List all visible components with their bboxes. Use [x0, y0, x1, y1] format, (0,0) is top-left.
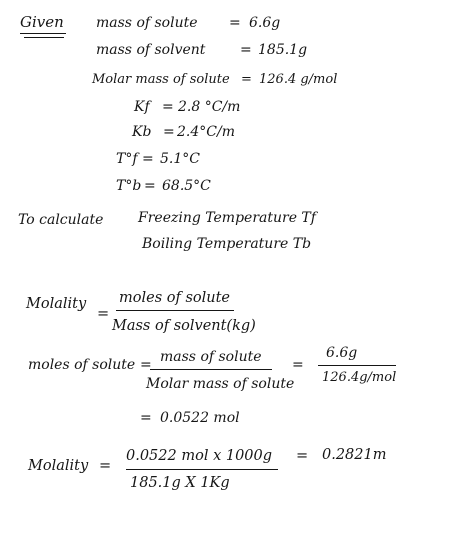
molality-formula-lhs: Molality [26, 296, 87, 312]
given-tf-label: T°f [116, 151, 138, 167]
molality-formula-eq: = [97, 306, 110, 322]
molality-calc-numerator: 0.0522 mol x 1000g [126, 448, 273, 464]
given-mass-solute-label: mass of solute [96, 15, 198, 31]
moles-result-eq: = [140, 410, 152, 426]
given-underline [20, 33, 66, 34]
to-calculate-freezing: Freezing Temperature Tf [138, 210, 316, 226]
given-tb-eq: = [144, 178, 156, 194]
moles-formula-denominator: Molar mass of solute [146, 376, 295, 392]
molality-calc-result: 0.2821m [322, 447, 387, 463]
given-kb-value: 2.4°C/m [177, 124, 235, 140]
molality-calc-denominator: 185.1g X 1Kg [130, 475, 230, 491]
given-tb-label: T°b [116, 178, 142, 194]
given-tf-value: 5.1°C [160, 151, 200, 167]
moles-formula-numerator2: 6.6g [326, 345, 358, 361]
given-mass-solute-value: 6.6g [249, 15, 281, 31]
moles-formula-fraction-bar [150, 369, 272, 370]
molality-calc-lhs: Molality [28, 458, 89, 474]
moles-formula-lhs: moles of solute [28, 357, 136, 373]
molality-calc-fraction-bar [126, 469, 278, 470]
given-underline-2 [24, 37, 64, 38]
moles-formula-numerator: mass of solute [160, 349, 262, 365]
given-mass-solute-eq: = [229, 15, 241, 31]
given-molar-mass-eq: = [241, 72, 252, 87]
given-tf-eq: = [142, 151, 154, 167]
given-kb-eq: = [163, 124, 175, 140]
molality-formula-fraction-bar [116, 310, 234, 311]
given-mass-solvent-eq: = [240, 42, 252, 58]
given-molar-mass-value: 126.4 g/mol [259, 72, 338, 87]
given-kb-label: Kb [132, 124, 152, 140]
moles-formula-fraction-bar-2 [318, 365, 396, 366]
moles-result-value: 0.0522 mol [160, 410, 240, 426]
molality-formula-numerator: moles of solute [119, 290, 231, 306]
molality-formula-denominator: Mass of solvent(kg) [112, 318, 256, 334]
given-kf-eq: = [162, 99, 174, 115]
molality-calc-eq2: = [296, 448, 309, 464]
given-kf-label: Kf [134, 99, 150, 115]
given-tb-value: 68.5°C [162, 178, 211, 194]
given-molar-mass-label: Molar mass of solute [92, 72, 230, 87]
moles-formula-eq2: = [292, 357, 304, 373]
given-mass-solvent-value: 185.1g [258, 42, 308, 58]
molality-calc-eq: = [99, 458, 112, 474]
moles-formula-eq: = [140, 357, 152, 373]
given-heading: Given [20, 13, 64, 31]
moles-formula-denominator2: 126.4g/mol [322, 370, 397, 385]
to-calculate-boiling: Boiling Temperature Tb [142, 236, 312, 252]
given-kf-value: 2.8 °C/m [178, 99, 241, 115]
to-calculate-label: To calculate [18, 212, 104, 228]
given-mass-solvent-label: mass of solvent [96, 42, 206, 58]
